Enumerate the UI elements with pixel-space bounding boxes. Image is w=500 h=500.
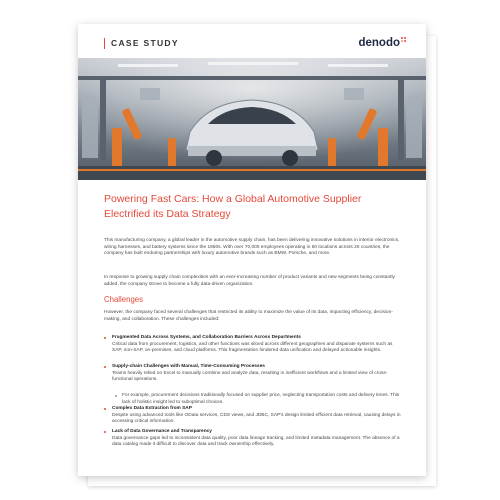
challenge-item <box>112 364 404 384</box>
sub-item-text: For example, procurement decisions traditionally focused on supplier price, neglecting transportation costs and delivery times. This lack of holistic insight led to suboptimal choices. <box>122 393 400 405</box>
challenge-body: Teams heavily relied on Excel to manually combine and analyze data, resulting in inefficient workflows and a limited view of cross-functional operations. <box>112 370 388 383</box>
challenges-lead: However, the company faced several challenges that restricted its ability to maximize the value of its data, impacting efficiency, decision-making, and collaboration. These challenges included: <box>104 310 393 322</box>
challenges-heading: Challenges <box>104 295 144 304</box>
challenge-title: Fragmented Data Across Systems, and Collaboration Barriers Across Departments <box>112 335 301 340</box>
challenge-title: Complex Data Extraction from SAP <box>112 406 192 411</box>
challenge-body: Despite using advanced tools like OData services, CDS views, and JDBC, SAP's design limited efficient data retrieval, causing delays in accessing critical information. <box>112 412 401 425</box>
page-header <box>104 37 410 51</box>
challenge-body: Critical data from procurement, logistics, and other functions was siloed across different geographies and disparate systems such as SAP, non-SAP, on-premises, and cloud platforms. This fragmentation hindered data unification and delayed actionable insights. <box>112 341 393 354</box>
challenge-title: Lack of Data Governance and Transparency <box>112 429 212 434</box>
challenge-sub-item <box>122 393 404 406</box>
case-study-label: CASE STUDY <box>111 38 179 48</box>
challenge-title: Supply-chain Challenges with Manual, Time-Consuming Processes <box>112 364 265 369</box>
logo-text: denodo <box>358 37 400 49</box>
bullet-icon <box>104 431 106 433</box>
intro-paragraph-1: This manufacturing company, a global leader in the automotive supply chain, has been delivering innovative solutions in interior electronics, wiring harnesses, and battery systems since the 1950s. With over 70,000 employees operating in 60 locations across 20 countries, the company has built enduring partnerships with luxury automotive brands such as BMW, Porsche, and more. <box>104 238 400 257</box>
page-title: Powering Fast Cars: How a Global Automotive Supplier Electrified its Data Strategy <box>104 193 362 220</box>
challenge-item <box>112 406 404 426</box>
car-assembly-line-photo <box>78 58 426 180</box>
logo-dots-icon <box>401 37 408 44</box>
challenge-body: Data governance gaps led to inconsistent data quality, poor data lineage tracking, and limited metadata management. The absence of a data catalog made it difficult to discover data and track ownership effectively. <box>112 435 400 448</box>
challenge-item <box>112 335 404 355</box>
bullet-icon <box>104 337 106 339</box>
bullet-icon <box>104 408 106 410</box>
header-accent-bar <box>104 38 105 49</box>
challenge-item <box>112 429 404 449</box>
intro-paragraph-2: In response to growing supply chain complexities with an ever-increasing number of product variants and new segments being constantly added, the company strove to become a fully data-driven organization. <box>104 275 395 287</box>
denodo-logo <box>358 37 408 49</box>
sub-bullet-icon <box>115 395 117 397</box>
case-study-page <box>78 24 426 476</box>
bullet-icon <box>104 366 106 368</box>
